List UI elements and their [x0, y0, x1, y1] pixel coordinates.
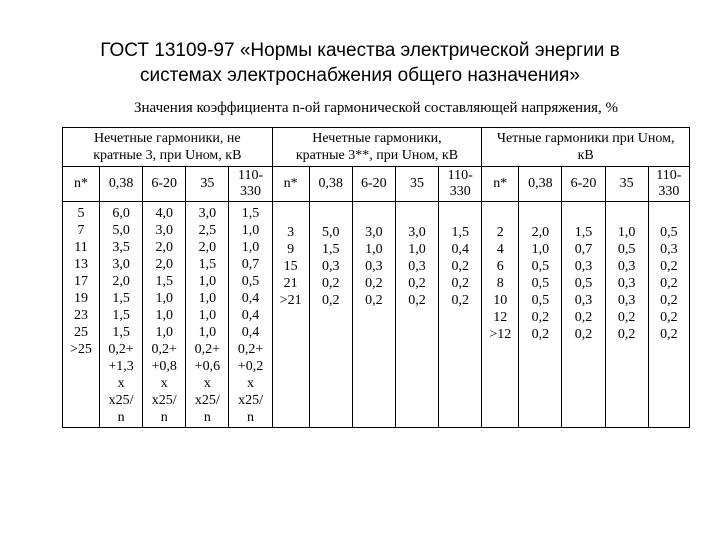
cell-line: кВ	[577, 148, 594, 163]
cell-line: x	[247, 376, 255, 391]
cell-line: 0,38	[318, 176, 343, 191]
cell-line: 2,0	[155, 257, 173, 272]
cell-line: 0,3	[321, 259, 340, 274]
table-column-cell	[439, 202, 482, 428]
cell-line: 0,2	[321, 293, 340, 308]
cell-line: x	[203, 376, 211, 391]
cell-line: 4	[496, 242, 504, 257]
cell-line: 1,0	[408, 242, 426, 257]
cell-line: 1,5	[321, 242, 340, 257]
cell-line: 0,2	[617, 327, 636, 342]
cell-line: 3,0	[408, 225, 426, 240]
column-header	[143, 167, 186, 202]
table-column-cell	[272, 202, 309, 428]
group-header-3	[482, 128, 690, 167]
table-column-cell	[519, 202, 562, 428]
cell-line: x25/	[108, 393, 134, 408]
cell-line: 330	[658, 184, 680, 199]
cell-line: 0,2	[365, 276, 383, 291]
cell-line: 1,0	[365, 242, 383, 257]
cell-line: 0,5	[617, 242, 636, 257]
cell-line: 1,5	[112, 291, 130, 306]
cell-line: +0,8	[151, 359, 177, 374]
column-header	[439, 167, 482, 202]
cell-line: 0,7	[574, 242, 593, 257]
column-header	[519, 167, 562, 202]
harmonics-table	[62, 127, 690, 428]
cell-line: 5,0	[112, 223, 130, 238]
table-column-cell	[309, 202, 352, 428]
cell-line: Нечетные гармоники,	[312, 131, 442, 146]
table-caption: Значения коэффициента n-ой гармонической составляющей напряжения, %	[134, 100, 618, 116]
cell-line: 1,0	[198, 325, 217, 340]
cell-line: 2,0	[531, 225, 550, 240]
cell-line: 3,0	[198, 206, 217, 221]
group-header-2	[272, 128, 482, 167]
cell-line: 1,0	[241, 240, 260, 255]
cell-line: Нечетные гармоники, не	[94, 131, 241, 146]
cell-line: 2,5	[198, 223, 217, 238]
cell-line: +0,2	[237, 359, 264, 374]
cell-line: 4,0	[155, 206, 173, 221]
table-column-cell	[562, 202, 605, 428]
cell-line: n	[247, 410, 255, 425]
table-column-cell	[229, 202, 272, 428]
cell-line: 1,0	[198, 291, 217, 306]
cell-line: 0,4	[241, 325, 260, 340]
cell-line: 0,3	[617, 276, 636, 291]
slide-title-line: ГОСТ 13109-97 «Нормы качества электрической энергии в	[100, 40, 620, 61]
cell-line: x	[117, 376, 125, 391]
cell-line: +0,6	[194, 359, 221, 374]
table-column-cell	[648, 202, 689, 428]
cell-line: 110-	[447, 168, 473, 183]
cell-line: 0,5	[531, 259, 550, 274]
cell-line: 0,2	[451, 276, 469, 291]
column-header	[99, 167, 142, 202]
column-header	[562, 167, 605, 202]
cell-line: 2	[496, 225, 504, 240]
harmonics-table-container	[62, 100, 690, 428]
cell-line: 0,2	[365, 293, 383, 308]
cell-line: 35	[200, 176, 215, 191]
column-header	[63, 167, 100, 202]
data-row	[63, 202, 690, 428]
cell-line: 0,2	[408, 276, 426, 291]
group-header-row	[63, 128, 690, 167]
cell-line: 3,0	[155, 223, 173, 238]
group-header-1	[63, 128, 273, 167]
cell-line: 35	[619, 176, 634, 191]
table-column-cell	[395, 202, 438, 428]
cell-line: 1,0	[198, 308, 217, 323]
column-header	[648, 167, 689, 202]
cell-line: 0,4	[241, 291, 260, 306]
cell-line: 0,5	[531, 276, 550, 291]
cell-line: 5	[77, 206, 85, 221]
column-header	[186, 167, 229, 202]
cell-line: x25/	[194, 393, 220, 408]
cell-line: 0,5	[241, 274, 260, 289]
cell-line: 0,3	[408, 259, 426, 274]
cell-line: 3,0	[112, 257, 130, 272]
cell-line: 0,2	[660, 276, 678, 291]
cell-line: 11	[74, 240, 88, 255]
table-column-cell	[143, 202, 186, 428]
cell-line: 2,0	[112, 274, 130, 289]
cell-line: 0,5	[660, 225, 678, 240]
column-header	[229, 167, 272, 202]
cell-line: 5,0	[321, 225, 340, 240]
cell-line: 0,2	[574, 310, 593, 325]
cell-line: 0,2	[617, 310, 636, 325]
cell-line: 3,5	[112, 240, 130, 255]
cell-line: кратные 3, при Uном, кВ	[93, 148, 242, 163]
cell-line: n	[117, 410, 125, 425]
cell-line: n*	[493, 176, 508, 191]
slide-title	[40, 38, 680, 88]
cell-line: 0,5	[531, 293, 550, 308]
cell-line: x25/	[238, 393, 263, 408]
cell-line: 0,3	[660, 242, 678, 257]
cell-line: 8	[496, 276, 504, 291]
cell-line: 0,2	[531, 327, 550, 342]
cell-line: 1,0	[155, 291, 173, 306]
subheader-row	[63, 167, 690, 202]
cell-line: x	[160, 376, 168, 391]
cell-line: 1,5	[198, 257, 217, 272]
cell-line: 0,4	[241, 308, 260, 323]
slide-title-line: системах электроснабжения общего назначения»	[140, 65, 580, 86]
cell-line: 10	[493, 293, 508, 308]
cell-line: 1,0	[198, 274, 217, 289]
cell-line: 0,2+	[237, 342, 264, 357]
cell-line: 0,4	[451, 242, 469, 257]
cell-line: 0,3	[574, 259, 593, 274]
cell-line: 6	[496, 259, 504, 274]
cell-line: 0,2	[660, 310, 678, 325]
cell-line: 0,2	[660, 327, 678, 342]
cell-line: >25	[70, 342, 92, 357]
cell-line: кратные 3**, при Uном, кВ	[295, 148, 459, 163]
cell-line: 3	[287, 225, 295, 240]
cell-line: 1,5	[155, 274, 173, 289]
cell-line: 0,3	[574, 293, 593, 308]
cell-line: 1,0	[241, 223, 260, 238]
cell-line: 0,7	[241, 257, 260, 272]
cell-line: 2,0	[155, 240, 173, 255]
cell-line: n*	[283, 176, 298, 191]
cell-line: 0,2+	[194, 342, 221, 357]
table-column-cell	[482, 202, 519, 428]
table-column-cell	[352, 202, 395, 428]
cell-line: 25	[73, 325, 88, 340]
cell-line: 6-20	[570, 176, 597, 191]
cell-line: 0,2	[321, 276, 340, 291]
cell-line: n	[160, 410, 168, 425]
table-column-cell	[186, 202, 229, 428]
cell-line: 12	[493, 310, 508, 325]
cell-line: 0,38	[108, 176, 134, 191]
cell-line: 0,2	[660, 293, 678, 308]
cell-line: 9	[287, 242, 295, 257]
cell-line: 1,5	[451, 225, 469, 240]
cell-line: >21	[279, 293, 302, 308]
cell-line: n	[203, 410, 211, 425]
cell-line: 0,2	[451, 293, 469, 308]
cell-line: 0,2+	[151, 342, 177, 357]
table-column-cell	[605, 202, 648, 428]
cell-line: 23	[73, 308, 88, 323]
cell-line: 6-20	[361, 176, 387, 191]
column-header	[482, 167, 519, 202]
cell-line: 0,2	[660, 259, 678, 274]
cell-line: Четные гармоники при Uном,	[496, 131, 675, 146]
cell-line: 110-	[656, 168, 682, 183]
cell-line: 6,0	[112, 206, 130, 221]
cell-line: 1,0	[155, 325, 173, 340]
cell-line: >12	[489, 327, 512, 342]
cell-line: 1,5	[112, 308, 130, 323]
cell-line: 0,3	[617, 259, 636, 274]
cell-line: 13	[73, 257, 88, 272]
cell-line: 6-20	[151, 176, 178, 191]
cell-line: n*	[73, 176, 88, 191]
column-header	[272, 167, 309, 202]
cell-line: 330	[240, 184, 262, 199]
cell-line: 0,3	[365, 259, 383, 274]
cell-line: 1,5	[574, 225, 593, 240]
cell-line: 1,0	[617, 225, 636, 240]
cell-line: 35	[410, 176, 425, 191]
cell-line: 1,5	[241, 206, 260, 221]
cell-line: +1,3	[108, 359, 134, 374]
cell-line: 0,2+	[108, 342, 134, 357]
cell-line: 0,2	[531, 310, 550, 325]
cell-line: 7	[77, 223, 85, 238]
cell-line: 19	[73, 291, 88, 306]
cell-line: 1,0	[155, 308, 173, 323]
cell-line: 0,38	[528, 176, 553, 191]
cell-line: 21	[283, 276, 298, 291]
cell-line: 0,3	[617, 293, 636, 308]
cell-line: 15	[283, 259, 298, 274]
cell-line: 3,0	[365, 225, 383, 240]
table-column-cell	[63, 202, 100, 428]
cell-line: 330	[449, 184, 471, 199]
cell-line: 110-	[237, 168, 264, 183]
cell-line: 2,0	[198, 240, 217, 255]
cell-line: 17	[73, 274, 88, 289]
column-header	[395, 167, 438, 202]
cell-line: 0,2	[451, 259, 469, 274]
column-header	[309, 167, 352, 202]
cell-line: x25/	[151, 393, 177, 408]
cell-line: 1,0	[531, 242, 550, 257]
column-header	[605, 167, 648, 202]
cell-line: 0,2	[408, 293, 426, 308]
table-column-cell	[99, 202, 142, 428]
cell-line: 0,5	[574, 276, 593, 291]
column-header	[352, 167, 395, 202]
cell-line: 1,5	[112, 325, 130, 340]
cell-line: 0,2	[574, 327, 593, 342]
